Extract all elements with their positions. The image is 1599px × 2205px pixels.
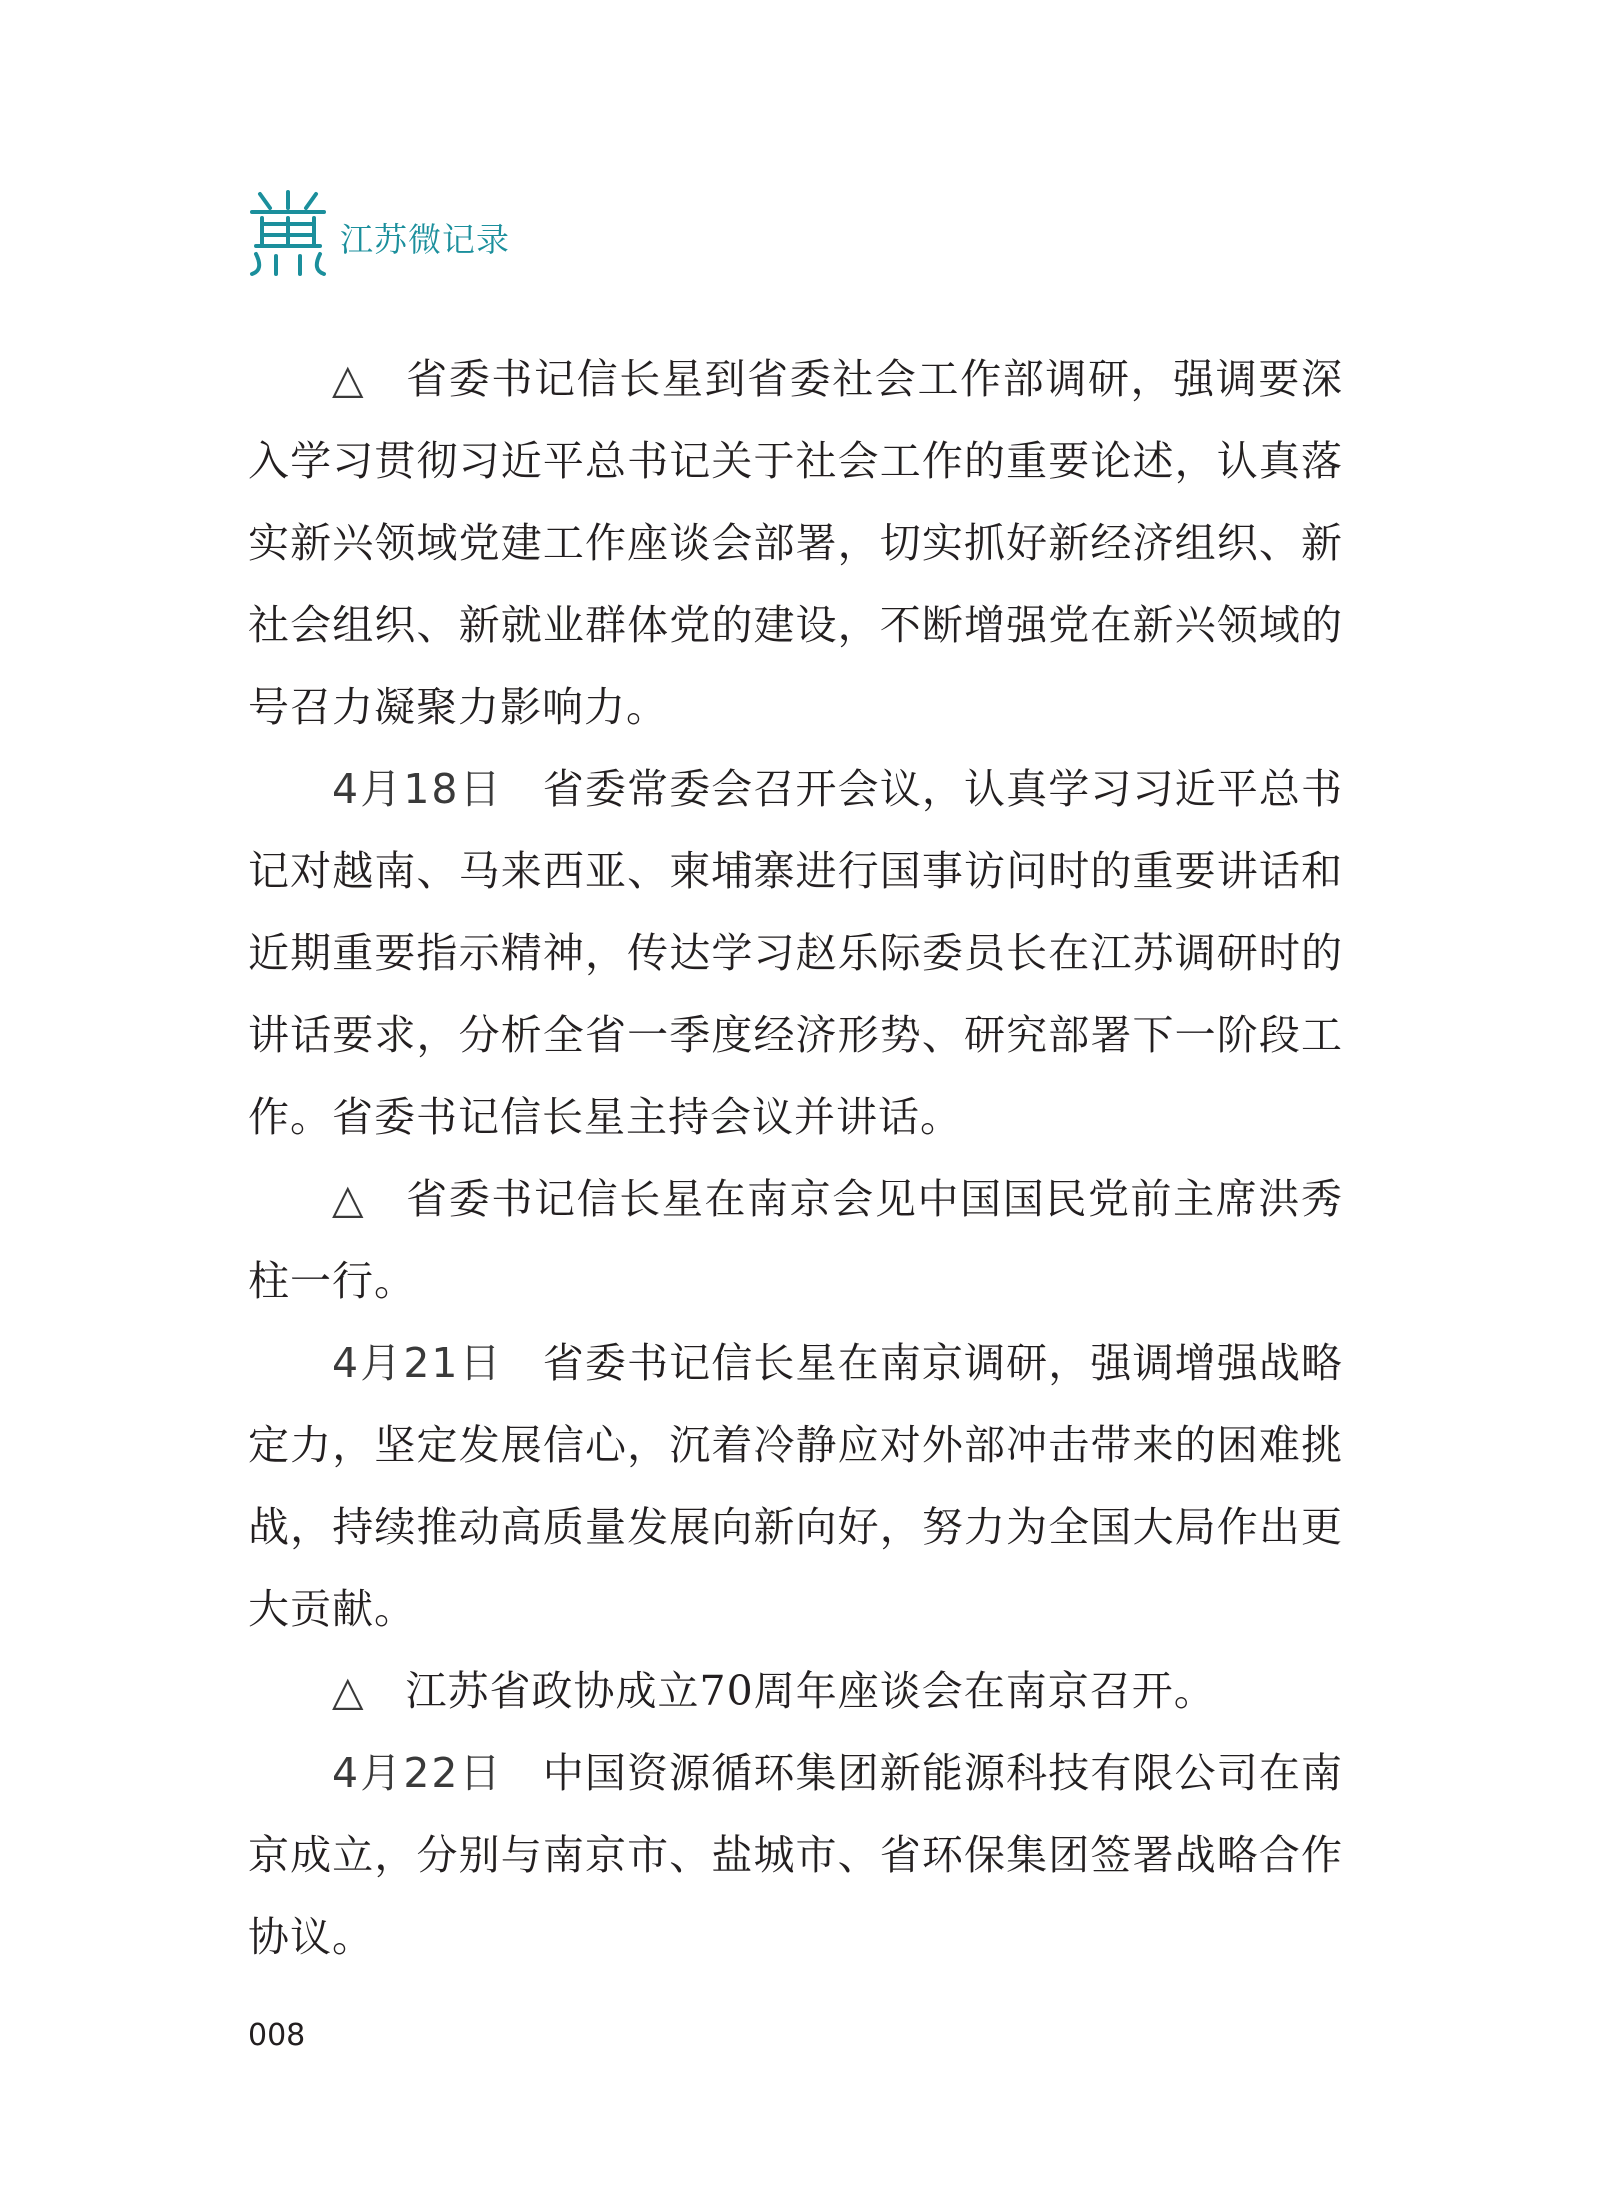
entry — [248, 1158, 1343, 1322]
header-title: 江苏微记录 — [340, 219, 510, 259]
chronicle-entries — [248, 338, 1343, 1978]
entry-date: 4月18日 — [332, 765, 503, 813]
entry-text: 省委常委会召开会议，认真学习习近平总书记对越南、马来西亚、柬埔寨进行国事访问时的重要讲话和近期重要指示精神，传达学习赵乐际委员长在江苏调研时的讲话要求，分析全省一季度经济形势、研究部署下一阶段工作。省委书记信长星主持会议并讲话。 — [248, 765, 1344, 1141]
entry-date: 4月21日 — [332, 1339, 503, 1387]
entry — [248, 748, 1343, 1158]
entry-date: 4月22日 — [332, 1749, 503, 1797]
entry-text: 中国资源循环集团新能源科技有限公司在南京成立，分别与南京市、盐城市、省环保集团签署战略合作协议。 — [248, 1749, 1344, 1961]
entry — [248, 1650, 1343, 1732]
entry-triangle-marker: △ — [332, 355, 367, 403]
entry-triangle-marker: △ — [332, 1175, 367, 1223]
page-header — [248, 188, 510, 278]
entry-triangle-marker: △ — [332, 1667, 366, 1715]
jiangsu-emblem-icon — [248, 188, 328, 278]
page-number: 008 — [248, 2018, 306, 2053]
entry-text: 省委书记信长星在南京调研，强调增强战略定力，坚定发展信心，沉着冷静应对外部冲击带来的困难挑战，持续推动高质量发展向新向好，努力为全国大局作出更大贡献。 — [248, 1339, 1344, 1633]
entry-text: 江苏省政协成立70周年座谈会在南京召开。 — [405, 1667, 1216, 1715]
entry — [248, 1732, 1343, 1978]
entry — [248, 338, 1343, 748]
entry — [248, 1322, 1343, 1650]
entry-text: 省委书记信长星在南京会见中国国民党前主席洪秀柱一行。 — [248, 1175, 1344, 1305]
entry-text: 省委书记信长星到省委社会工作部调研，强调要深入学习贯彻习近平总书记关于社会工作的重要论述，认真落实新兴领域党建工作座谈会部署，切实抓好新经济组织、新社会组织、新就业群体党的建设，不断增强党在新兴领域的号召力凝聚力影响力。 — [248, 355, 1344, 731]
